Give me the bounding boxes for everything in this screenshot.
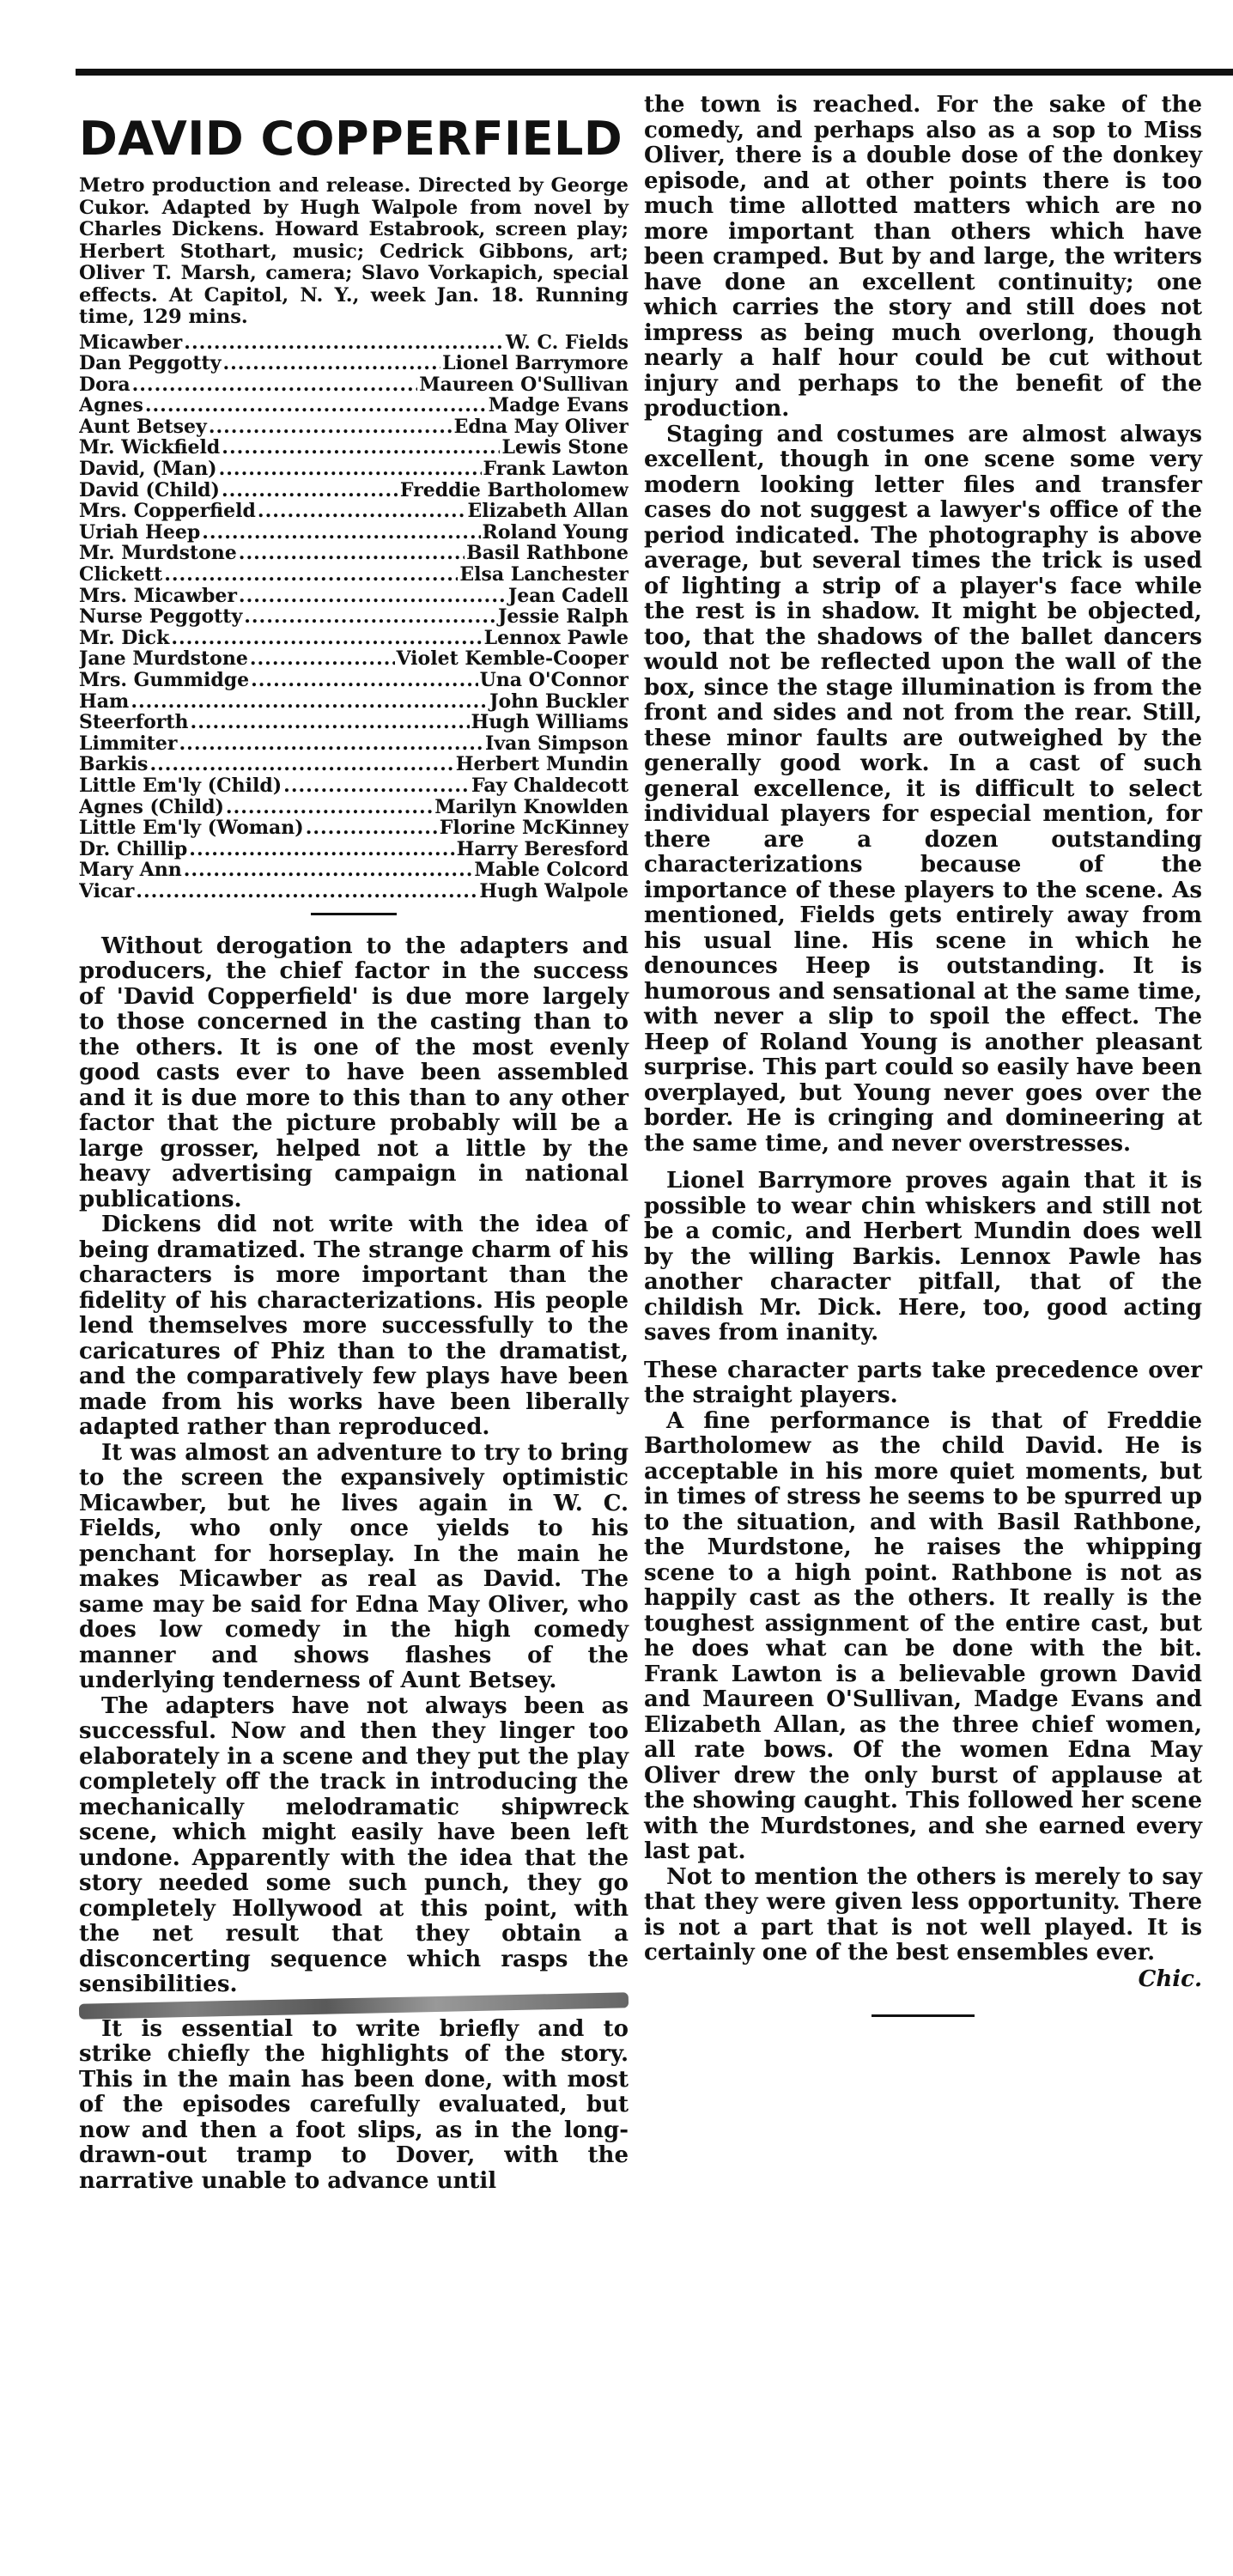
cast-actor: Florine McKinney xyxy=(439,817,629,839)
article-title: DAVID COPPERFIELD xyxy=(79,112,623,166)
cast-entry xyxy=(79,817,629,839)
leader-dots xyxy=(219,459,482,480)
cast-actor: Violet Kemble-Cooper xyxy=(396,648,629,670)
leader-dots xyxy=(222,480,398,501)
cast-actor: Jessie Ralph xyxy=(498,606,629,628)
review-paragraph: Not to mention the others is merely to say that they were given less opportunity. There is not a part that is not well played. It is certainly one of the best ensembles ever. xyxy=(644,1863,1202,1965)
review-paragraph: Lionel Barrymore proves again that it is possible to wear chin whiskers and still not be a comic, and Herbert Mundin does well by the willing Barkis. Lennox Pawle has another character pitfall, that of the childish Mr. Dick. Here, too, good acting saves from inanity. xyxy=(644,1168,1202,1346)
cast-actor: Frank Lawton xyxy=(483,459,629,480)
review-body-right-c xyxy=(644,1358,1202,1966)
cast-entry xyxy=(79,353,629,374)
top-rule xyxy=(76,69,1233,76)
cast-actor: Elizabeth Allan xyxy=(467,501,629,522)
leader-dots xyxy=(226,797,433,818)
cast-role: Barkis xyxy=(79,754,149,775)
cast-entry xyxy=(79,733,629,755)
review-paragraph: A fine performance is that of Freddie Bartholomew as the child David. He is acceptable in his more quiet moments, but in times of stress he seems to be spurred up to the situation, and with Basil Rathbone, the Murdstone, he raises the whipping scene to a high point. Rathbone is not as happily cast as the others. It really is the toughest assignment of the entire cast, but he does what can be done with the bit. Frank Lawton is a believable grown David and Maureen O'Sullivan, Madge Evans and Elizabeth Allan, as the three chief women, all rate bows. Of the women Edna May Oliver drew the only burst of applause at the showing caught. This followed her scene with the Murdstones, and she earned every last pat. xyxy=(644,1407,1202,1864)
cast-role: Vicar xyxy=(79,880,135,902)
review-paragraph: Dickens did not write with the idea of being dramatized. The strange charm of his characters is more important than the fidelity of his characterizations. His people lend themselves more successfully to the caricatures of Phiz than to the dramatist, and the comparatively few plays have been made from his works have been liberally adapted rather than reproduced. xyxy=(79,1212,629,1441)
leader-dots xyxy=(209,416,453,438)
cast-actor: John Buckler xyxy=(489,690,629,713)
cast-entry xyxy=(79,586,629,607)
cast-actor: Hugh Walpole xyxy=(479,880,629,902)
cast-entry xyxy=(79,564,629,586)
cast-actor: W. C. Fields xyxy=(505,331,629,354)
leader-dots xyxy=(131,691,488,713)
cast-list xyxy=(79,332,629,902)
cast-entry xyxy=(79,754,629,775)
cast-entry xyxy=(79,881,629,902)
cast-role: Dan Peggotty xyxy=(79,353,222,374)
cast-actor: Jean Cadell xyxy=(507,585,629,607)
cast-entry xyxy=(79,522,629,544)
cast-actor: Elsa Lanchester xyxy=(459,564,629,586)
cast-entry xyxy=(79,543,629,564)
cast-entry xyxy=(79,606,629,628)
cast-actor: Una O'Connor xyxy=(479,670,629,691)
cast-role: Mrs. Gummidge xyxy=(79,670,250,691)
cast-entry xyxy=(79,437,629,459)
cast-role: Nurse Peggotty xyxy=(79,606,243,628)
cast-role: Little Em'ly (Woman) xyxy=(79,817,304,839)
leader-dots xyxy=(306,817,438,839)
review-body-left xyxy=(79,934,629,1998)
leader-dots xyxy=(191,712,470,733)
leader-dots xyxy=(222,353,440,374)
cast-entry xyxy=(79,501,629,522)
cast-entry xyxy=(79,860,629,881)
leader-dots xyxy=(202,522,480,544)
cast-actor: Lennox Pawle xyxy=(483,627,629,649)
review-body-right-b xyxy=(644,1169,1202,1346)
cast-role: Clickett xyxy=(79,564,163,586)
leader-dots xyxy=(171,628,482,649)
cast-role: Agnes xyxy=(79,395,143,416)
review-paragraph: It is essential to write briefly and to strike chiefly the highlights of the story. This in the main has been done, with most of the episodes carefully evaluated, but now and then a foot slips, as in the long-drawn-out tramp to Dover, with the narrative unable to advance until xyxy=(79,2015,629,2194)
cast-role: Mary Ann xyxy=(79,860,182,881)
left-column xyxy=(79,93,629,2194)
cast-entry xyxy=(79,628,629,649)
cast-role: Dora xyxy=(79,374,131,396)
cast-role: Ham xyxy=(79,690,130,713)
leader-dots xyxy=(283,775,470,797)
leader-dots xyxy=(258,501,466,522)
cast-role: Micawber xyxy=(79,331,183,354)
review-body-right-a xyxy=(644,93,1202,1157)
cast-role: Jane Murdstone xyxy=(79,648,248,670)
production-credits: Metro production and release. Directed by George Cukor. Adapted by Hugh Walpole from novel by Charles Dickens. Howard Estabrook, screen play; Herbert Stothart, music; Cedrick Gibbons, art; Oliver T. Marsh, camera; Slavo Vorkapich, special effects. At Capitol, N. Y., week Jan. 18. Running time, 129 mins. xyxy=(79,174,629,328)
reviewer-signature: Chic. xyxy=(1138,1965,1202,1992)
leader-dots xyxy=(250,648,395,670)
cast-entry xyxy=(79,670,629,691)
cast-entry xyxy=(79,691,629,713)
cast-role: Mr. Wickfield xyxy=(79,437,221,459)
cast-actor: Basil Rathbone xyxy=(466,543,629,565)
cast-actor: Marilyn Knowlden xyxy=(434,796,629,818)
cast-entry xyxy=(79,480,629,501)
leader-dots xyxy=(132,374,418,396)
cast-role: Little Em'ly (Child) xyxy=(79,775,282,797)
cast-entry xyxy=(79,459,629,480)
cast-entry xyxy=(79,374,629,396)
cast-role: David (Child) xyxy=(79,479,220,501)
right-column xyxy=(644,93,1202,2017)
cast-actor: Madge Evans xyxy=(488,395,629,416)
leader-dots xyxy=(239,543,465,564)
cast-entry xyxy=(79,395,629,416)
cast-entry xyxy=(79,332,629,354)
leader-dots xyxy=(184,332,504,354)
cast-role: Uriah Heep xyxy=(79,521,201,544)
cast-actor: Lionel Barrymore xyxy=(442,353,629,374)
cast-role: David, (Man) xyxy=(79,459,217,480)
cast-role: Mrs. Micawber xyxy=(79,585,237,607)
cast-role: Mr. Murdstone xyxy=(79,543,237,565)
cast-role: Agnes (Child) xyxy=(79,796,224,818)
review-paragraph: Without derogation to the adapters and producers, the chief factor in the success of 'David Copperfield' is due more largely to those concerned in the casting than to the others. It is one of the most evenly good casts ever to have been assembled and it is due more to this than to any other factor that the picture probably will be a large grosser, helped not a little by the heavy advertising campaign in national publications. xyxy=(79,933,629,1212)
cast-entry xyxy=(79,775,629,797)
leader-dots xyxy=(164,564,458,586)
leader-dots xyxy=(222,437,500,459)
cast-actor: Ivan Simpson xyxy=(485,732,629,755)
cast-actor: Herbert Mundin xyxy=(455,754,629,775)
review-paragraph: It was almost an adventure to try to bring to the screen the expansively optimistic Micawber, but he lives again in W. C. Fields, who only once yields to his penchant for horseplay. In the main he makes Micawber as real as David. The same may be said for Edna May Oliver, who does low comedy in the high comedy manner and shows flashes of the underlying tenderness of Aunt Betsey. xyxy=(79,1439,629,1694)
cast-entry xyxy=(79,648,629,670)
cast-actor: Edna May Oliver xyxy=(453,416,629,438)
review-paragraph: the town is reached. For the sake of the comedy, and perhaps also as a sop to Miss Oliver, there is a double dose of the donkey episode, and at other points there is too much time allotted matters which are no more important than others which have been cramped. But by and large, the writers have done an excellent continuity; one which carries the story and still does not impress as being much overlong, though nearly a half hour could be cut without injury and perhaps to the benefit of the production. xyxy=(644,92,1202,422)
cast-actor: Harry Beresford xyxy=(456,838,629,860)
cast-entry xyxy=(79,416,629,438)
cast-entry xyxy=(79,839,629,860)
leader-dots xyxy=(145,395,487,416)
leader-dots xyxy=(149,754,453,775)
cast-role: Dr. Chillip xyxy=(79,838,188,860)
review-paragraph: Staging and costumes are almost always excellent, though in one scene some very modern looking letter files and transfer cases do not suggest a lawyer's office of the period indicated. The photography is above average, but several times the trick is used of lighting a strip of a player's face while the rest is in shadow. It might be objected, too, that the shadows of the ballet dancers would not be reflected upon the wall of the box, since the stage illumination is from the front and sides and not from the rear. Still, these minor faults are outweighed by the generally good work. In a cast of such general excellence, it is difficult to select individual players for especial mention, for there are a dozen outstanding characterizations because of the importance of these players to the scene. As mentioned, Fields gets entirely away from his usual line. His scene in which he denounces Heep is outstanding. It is humorous and sensational at the same time, with never a slip to spoil the effect. The Heep of Roland Young is another pleasant surprise. This part could so easily have been overplayed, but Young never goes over the border. He is cringing and domineering at the same time, and never overstresses. xyxy=(644,421,1202,1157)
cast-role: Mrs. Copperfield xyxy=(79,501,256,522)
review-paragraph: These character parts take precedence over the straight players. xyxy=(644,1357,1202,1408)
cast-role: Steerforth xyxy=(79,712,189,733)
cast-actor: Freddie Bartholomew xyxy=(399,479,629,501)
cast-actor: Roland Young xyxy=(482,521,629,544)
leader-dots xyxy=(179,733,484,755)
cast-entry xyxy=(79,712,629,733)
leader-dots xyxy=(184,860,473,881)
cast-actor: Maureen O'Sullivan xyxy=(419,374,629,396)
cast-role: Aunt Betsey xyxy=(79,416,207,438)
review-paragraph: The adapters have not always been as successful. Now and then they linger too elaborately in a scene and they put the play completely off the track in introducing the mechanically melodramatic shipwreck scene, which might easily have been left undone. Apparently with the idea that the story needed some such punch, they go completely Hollywood at this point, with the net result that they obtain a disconcerting sequence which rasps the sensibilities. xyxy=(79,1692,629,1998)
cast-role: Limmiter xyxy=(79,732,178,755)
cast-actor: Fay Chaldecott xyxy=(471,775,629,797)
leader-dots xyxy=(239,586,507,607)
cast-actor: Mable Colcord xyxy=(474,860,629,881)
end-rule xyxy=(872,2014,975,2017)
cast-role: Mr. Dick xyxy=(79,627,170,649)
leader-dots xyxy=(244,606,496,628)
cast-entry xyxy=(79,797,629,818)
leader-dots xyxy=(251,670,477,691)
leader-dots xyxy=(136,881,477,902)
cast-actor: Hugh Williams xyxy=(471,712,629,733)
leader-dots xyxy=(189,839,454,860)
cast-actor: Lewis Stone xyxy=(501,437,629,459)
section-divider xyxy=(311,913,397,915)
